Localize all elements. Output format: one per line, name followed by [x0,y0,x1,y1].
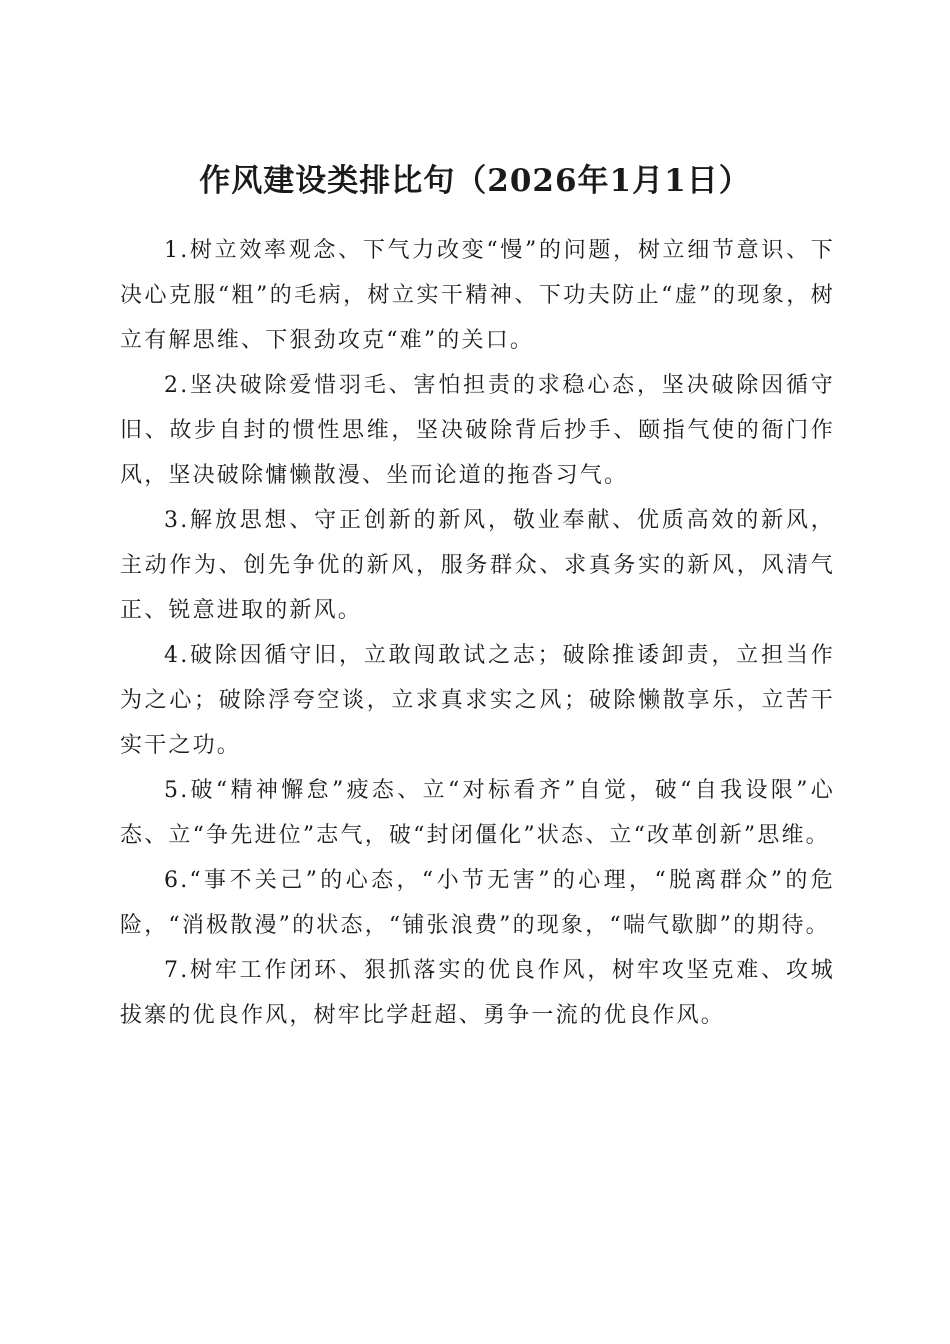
paragraph-4: 4.破除因循守旧，立敢闯敢试之志；破除推诿卸责，立担当作为之心；破除浮夸空谈，立求真求实之风；破除懒散享乐，立苦干实干之功。 [120,643,835,758]
document-body [120,228,835,1038]
paragraph-7: 7.树牢工作闭环、狠抓落实的优良作风，树牢攻坚克难、攻城拔寨的优良作风，树牢比学赶超、勇争一流的优良作风。 [120,958,835,1028]
paragraph-1: 1.树立效率观念、下气力改变“慢”的问题，树立细节意识、下决心克服“粗”的毛病，树立实干精神、下功夫防止“虚”的现象，树立有解思维、下狠劲攻克“难”的关口。 [120,238,835,353]
page-title: 作风建设类排比句（2026年1月1日） [199,162,751,199]
paragraph-2: 2.坚决破除爱惜羽毛、害怕担责的求稳心态，坚决破除因循守旧、故步自封的惯性思维，坚决破除背后抄手、颐指气使的衙门作风，坚决破除慵懒散漫、坐而论道的拖沓习气。 [120,373,835,488]
paragraph-5: 5.破“精神懈怠”疲态、立“对标看齐”自觉，破“自我设限”心态、立“争先进位”志气，破“封闭僵化”状态、立“改革创新”思维。 [120,778,835,848]
paragraph-6: 6.“事不关己”的心态，“小节无害”的心理，“脱离群众”的危险，“消极散漫”的状态，“铺张浪费”的现象，“喘气歇脚”的期待。 [120,868,835,938]
paragraph-3: 3.解放思想、守正创新的新风，敬业奉献、优质高效的新风，主动作为、创先争优的新风，服务群众、求真务实的新风，风清气正、锐意进取的新风。 [120,508,835,623]
